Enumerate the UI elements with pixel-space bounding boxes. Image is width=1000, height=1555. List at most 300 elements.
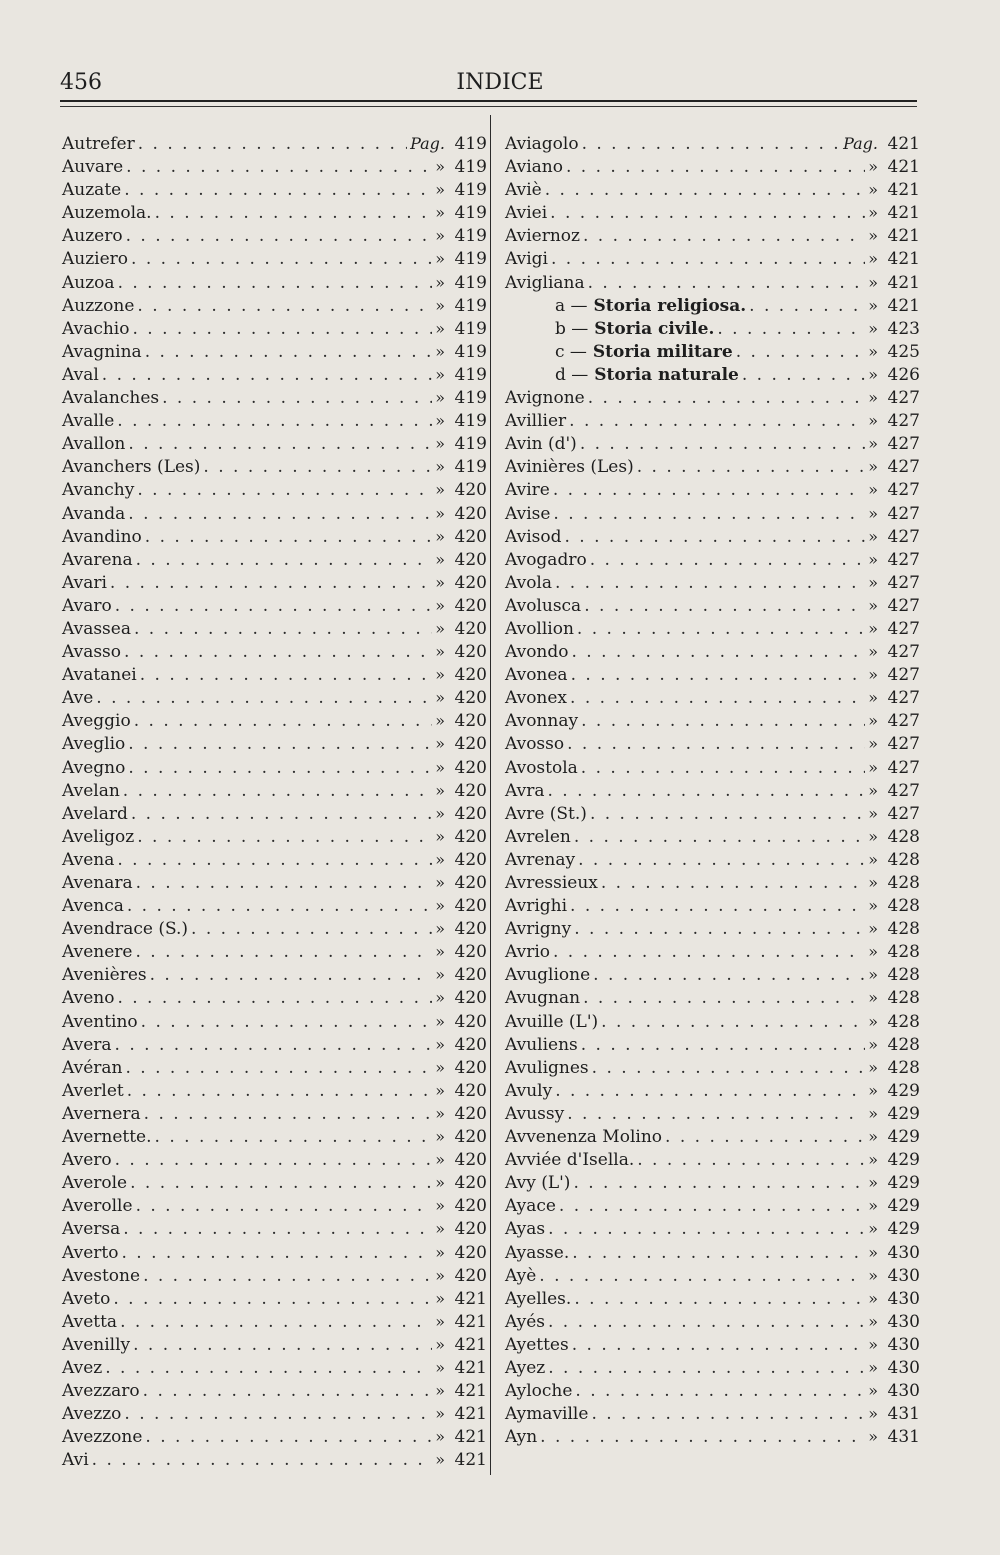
page-ref: 430 — [887, 1334, 920, 1355]
dot-leader — [581, 1035, 865, 1055]
dot-leader — [665, 1127, 865, 1147]
dot-leader — [569, 411, 865, 431]
dot-leader — [566, 157, 865, 177]
dot-leader — [126, 157, 432, 177]
page-ref: 420 — [454, 1173, 487, 1194]
index-entry — [62, 1358, 487, 1381]
dot-leader — [121, 1243, 432, 1263]
index-entry — [62, 527, 487, 550]
entry-name: Avanda — [62, 503, 126, 524]
page-ref: 419 — [454, 388, 487, 409]
ditto-mark: » — [435, 480, 445, 500]
page-ref: 421 — [454, 1288, 487, 1309]
entry-name: Avestone — [62, 1265, 141, 1286]
page-ref: 430 — [887, 1381, 920, 1402]
page-ref: 420 — [454, 1080, 487, 1101]
dot-leader — [578, 850, 865, 870]
index-entry — [505, 226, 920, 249]
page-ref: 428 — [887, 1034, 920, 1055]
ditto-mark: » — [868, 457, 878, 477]
ditto-mark: » — [435, 965, 445, 985]
index-entry — [62, 1450, 487, 1473]
page-ref: 420 — [454, 1034, 487, 1055]
entry-name: Aversa — [62, 1219, 121, 1240]
dot-leader — [134, 711, 433, 731]
dot-leader — [548, 1358, 865, 1378]
index-entry — [62, 504, 487, 527]
index-entry — [505, 619, 920, 642]
index-entry — [62, 550, 487, 573]
page-ref: 420 — [454, 1011, 487, 1032]
index-entry — [62, 804, 487, 827]
ditto-mark: » — [435, 1150, 445, 1170]
ditto-mark: » — [435, 1127, 445, 1147]
dot-leader — [117, 988, 432, 1008]
ditto-mark: » — [435, 411, 445, 431]
page-ref: 420 — [454, 780, 487, 801]
ditto-mark: » — [435, 157, 445, 177]
index-column-right — [505, 134, 920, 1450]
ditto-mark: » — [868, 503, 878, 523]
page-ref: 421 — [887, 203, 920, 224]
page-ref: 420 — [454, 757, 487, 778]
entry-name: Avussy — [505, 1103, 565, 1124]
index-entry — [62, 365, 487, 388]
entry-name: Avarena — [62, 549, 133, 570]
entry-name: Aymaville — [505, 1404, 589, 1425]
page-ref: 420 — [454, 965, 487, 986]
dot-leader — [124, 1404, 432, 1424]
index-entry — [505, 896, 920, 919]
entry-name: Avari — [62, 572, 107, 593]
dot-leader — [145, 342, 433, 362]
index-entry — [62, 896, 487, 919]
page-ref: 429 — [887, 1080, 920, 1101]
page-ref: 427 — [887, 434, 920, 455]
page-ref: 420 — [454, 942, 487, 963]
page-ref: 421 — [454, 1450, 487, 1471]
ditto-mark: » — [868, 1150, 878, 1170]
entry-name: Avise — [505, 503, 551, 524]
page-ref: 423 — [887, 318, 920, 339]
dot-leader — [572, 642, 866, 662]
entry-name: Averlet — [62, 1080, 124, 1101]
page-ref: 430 — [887, 1242, 920, 1263]
entry-name: Avena — [62, 849, 115, 870]
page-ref: 427 — [887, 480, 920, 501]
dot-leader — [555, 573, 865, 593]
dot-leader — [96, 688, 432, 708]
page-ref: 427 — [887, 734, 920, 755]
page-ref: 420 — [454, 849, 487, 870]
entry-name: Avasso — [62, 642, 122, 663]
entry-name: Avondo — [505, 642, 569, 663]
ditto-mark: » — [868, 919, 878, 939]
index-entry — [505, 919, 920, 942]
entry-name: Ayelles. — [505, 1288, 572, 1309]
page-ref: 428 — [887, 896, 920, 917]
ditto-mark: » — [868, 1011, 878, 1031]
dot-leader — [573, 1173, 865, 1193]
dot-leader — [128, 734, 432, 754]
entry-name: Avatanei — [62, 665, 137, 686]
page-ref: 427 — [887, 688, 920, 709]
entry-name: Averole — [62, 1173, 128, 1194]
dot-leader — [115, 1035, 433, 1055]
entry-name: Avachio — [62, 318, 130, 339]
entry-name: Avero — [62, 1150, 112, 1171]
page-ref: 419 — [454, 134, 487, 154]
dot-leader — [115, 596, 433, 616]
entry-name: Auzzone — [62, 295, 135, 316]
dot-leader — [124, 642, 432, 662]
page-ref: 421 — [887, 249, 920, 270]
dot-leader — [580, 434, 865, 454]
index-entry — [62, 319, 487, 342]
ditto-mark: » — [868, 965, 878, 985]
dot-leader — [124, 180, 432, 200]
entry-name: Ayè — [505, 1265, 537, 1286]
dot-leader — [145, 1427, 432, 1447]
dot-leader — [539, 1266, 865, 1286]
page-ref: 419 — [454, 341, 487, 362]
index-entry — [505, 434, 920, 457]
index-entry — [505, 1289, 920, 1312]
ditto-mark: » — [868, 1057, 878, 1077]
entry-name — [505, 319, 714, 339]
page-ref: 421 — [454, 1381, 487, 1402]
page-ref: 421 — [454, 1334, 487, 1355]
dot-leader — [126, 226, 433, 246]
index-entry — [62, 157, 487, 180]
index-entry — [505, 1358, 920, 1381]
ditto-mark: » — [868, 249, 878, 269]
page-ref: 419 — [454, 457, 487, 478]
dot-leader — [583, 988, 865, 1008]
page-ref: 419 — [454, 318, 487, 339]
page-ref: 420 — [454, 1219, 487, 1240]
dot-leader — [136, 1196, 433, 1216]
entry-name: Avrigny — [505, 919, 572, 940]
index-entry — [62, 988, 487, 1011]
page-ref: 427 — [887, 595, 920, 616]
ditto-mark: » — [868, 526, 878, 546]
page-ref: 420 — [454, 642, 487, 663]
page-ref: 427 — [887, 618, 920, 639]
ditto-mark: » — [868, 1288, 878, 1308]
dot-leader — [574, 919, 865, 939]
index-entry — [62, 273, 487, 296]
ditto-mark: » — [435, 341, 445, 361]
index-entry — [505, 480, 920, 503]
entry-name: Avrelen — [505, 826, 571, 847]
entry-name: Avy (L') — [505, 1173, 571, 1194]
page-ref: 427 — [887, 457, 920, 478]
index-entry — [62, 965, 487, 988]
index-entry — [505, 665, 920, 688]
page-ref: 428 — [887, 826, 920, 847]
index-entry — [62, 1427, 487, 1450]
entry-name: Avviée d'Isella. — [505, 1150, 635, 1171]
page-ref: 429 — [887, 1219, 920, 1240]
entry-name: Avuglione — [505, 965, 591, 986]
entry-name: Ayettes — [505, 1334, 569, 1355]
ditto-mark: » — [868, 1427, 878, 1447]
ditto-mark: » — [868, 480, 878, 500]
entry-name — [505, 296, 746, 316]
dot-leader — [125, 1058, 432, 1078]
entry-name: Avallon — [62, 434, 126, 455]
entry-name: Avressieux — [505, 873, 598, 893]
entry-name: Autrefer — [62, 134, 135, 154]
entry-name: Ayace — [505, 1196, 556, 1217]
dot-leader — [742, 365, 865, 385]
dot-leader — [584, 596, 865, 616]
dot-leader — [548, 1219, 865, 1239]
ditto-mark: » — [435, 1288, 445, 1308]
page-ref: 420 — [454, 1103, 487, 1124]
entry-name: Avalanches — [62, 388, 160, 409]
page-ref: 421 — [454, 1404, 487, 1425]
entry-name: Auvare — [62, 157, 124, 178]
index-entry — [62, 457, 487, 480]
dot-leader — [143, 1266, 432, 1286]
index-entry — [62, 1243, 487, 1266]
page-ref: 427 — [887, 411, 920, 432]
dot-leader — [117, 850, 432, 870]
entry-name: Averto — [62, 1242, 119, 1263]
entry-name: Avandino — [62, 526, 142, 547]
dot-leader — [136, 550, 433, 570]
ditto-mark: » — [868, 1034, 878, 1054]
ditto-mark: » — [868, 642, 878, 662]
entry-name: Avetta — [62, 1311, 118, 1332]
ditto-mark: » — [868, 203, 878, 223]
ditto-mark: » — [435, 919, 445, 939]
dot-leader — [540, 1427, 865, 1447]
dot-leader — [637, 457, 865, 477]
ditto-mark: » — [868, 988, 878, 1008]
entry-name: Avernera — [62, 1103, 141, 1124]
dot-leader — [134, 619, 432, 639]
entry-name: Auzoa — [62, 272, 115, 293]
entry-name: Avollion — [505, 618, 574, 639]
ditto-mark: » — [868, 1404, 878, 1424]
index-entry — [505, 1173, 920, 1196]
page-ref: 429 — [887, 1196, 920, 1217]
dot-leader — [559, 1196, 865, 1216]
entry-name: Avuille (L') — [505, 1011, 599, 1032]
page-ref: 420 — [454, 549, 487, 570]
entry-name: Avera — [62, 1034, 112, 1055]
index-entry — [505, 711, 920, 734]
page-ref: 419 — [454, 157, 487, 178]
dot-leader — [140, 665, 432, 685]
page-ref: 421 — [887, 272, 920, 293]
index-entry — [62, 1058, 487, 1081]
index-entry — [62, 827, 487, 850]
entry-title: Storia civile. — [594, 318, 715, 339]
entry-name: Aval — [62, 364, 99, 385]
ditto-mark: » — [435, 803, 445, 823]
index-entry — [62, 1127, 487, 1150]
entry-name: Aveto — [62, 1288, 111, 1309]
ditto-mark: » — [435, 1196, 445, 1216]
entry-name: Avin (d') — [505, 434, 577, 455]
ditto-mark: » — [868, 434, 878, 454]
ditto-mark: » — [868, 1127, 878, 1147]
entry-name: Ayasse. — [505, 1242, 570, 1263]
entry-name: Avigliana — [505, 272, 585, 293]
page-ref: 427 — [887, 572, 920, 593]
entry-name: Avignone — [505, 388, 585, 409]
index-subentry — [505, 296, 920, 319]
page-ref: 429 — [887, 1173, 920, 1194]
dot-leader — [132, 319, 432, 339]
entry-title: Storia militare — [592, 341, 733, 362]
dot-leader — [130, 1173, 432, 1193]
ditto-mark: » — [868, 826, 878, 846]
dot-leader — [133, 1335, 432, 1355]
entry-name: Aveno — [62, 988, 115, 1009]
page-ref: 420 — [454, 480, 487, 501]
ditto-mark: » — [435, 665, 445, 685]
column-divider — [490, 115, 491, 1475]
entry-letter: a — — [555, 295, 588, 316]
entry-name — [505, 342, 733, 362]
page-ref: 426 — [887, 364, 920, 385]
page-ref: 420 — [454, 1057, 487, 1078]
index-entry — [505, 1266, 920, 1289]
dot-leader — [553, 480, 865, 500]
page-ref: 421 — [887, 295, 920, 316]
index-entry — [62, 873, 487, 896]
ditto-mark: » — [435, 572, 445, 592]
dot-leader — [571, 665, 866, 685]
page-ref: 429 — [887, 1103, 920, 1124]
page-ref: 428 — [887, 988, 920, 1009]
ditto-mark: » — [868, 180, 878, 200]
dot-leader — [162, 388, 432, 408]
ditto-mark: » — [868, 688, 878, 708]
entry-name: Avenilly — [62, 1334, 131, 1355]
index-entry — [505, 180, 920, 203]
dot-leader — [588, 388, 865, 408]
dot-leader — [120, 1312, 432, 1332]
dot-leader — [564, 527, 865, 547]
ditto-mark: » — [435, 780, 445, 800]
entry-name: Avisod — [505, 526, 562, 547]
page-number: 456 — [60, 70, 102, 95]
ditto-mark: » — [435, 526, 445, 546]
index-entry — [505, 1243, 920, 1266]
index-entry — [505, 573, 920, 596]
dot-leader — [144, 1104, 433, 1124]
dot-leader — [590, 804, 865, 824]
entry-name: Avonex — [505, 688, 568, 709]
index-entry — [62, 1219, 487, 1242]
dot-leader — [555, 1081, 865, 1101]
ditto-mark: » — [868, 942, 878, 962]
index-entry — [62, 711, 487, 734]
dot-leader — [601, 1012, 865, 1032]
dot-leader — [131, 804, 432, 824]
ditto-mark: » — [435, 434, 445, 454]
page-ref: 420 — [454, 503, 487, 524]
page-ref: 420 — [454, 734, 487, 755]
index-entry — [505, 942, 920, 965]
dot-leader — [155, 203, 433, 223]
entry-name: Avrighi — [505, 896, 568, 917]
page-ref: 427 — [887, 503, 920, 524]
page-ref: 427 — [887, 549, 920, 570]
dot-leader — [583, 226, 865, 246]
ditto-mark: » — [868, 711, 878, 731]
entry-name: Avvenenza Molino — [505, 1127, 663, 1148]
dot-leader — [574, 827, 865, 847]
index-entry — [505, 827, 920, 850]
ditto-mark: » — [435, 618, 445, 638]
entry-name: Avigi — [505, 249, 548, 270]
ditto-mark: » — [868, 1381, 878, 1401]
page-ref: 427 — [887, 711, 920, 732]
index-entry — [505, 1150, 920, 1173]
dot-leader — [574, 1289, 865, 1309]
index-entry — [62, 781, 487, 804]
entry-name: Auzemola. — [62, 203, 152, 224]
ditto-mark: » — [868, 849, 878, 869]
page-ref: 420 — [454, 873, 487, 893]
entry-name: Aviè — [505, 180, 542, 201]
ditto-mark: » — [868, 1196, 878, 1216]
index-entry — [62, 942, 487, 965]
dot-leader — [137, 827, 432, 847]
entry-name: Avire — [505, 480, 550, 501]
entry-name: Auzate — [62, 180, 122, 201]
entry-name: Avogadro — [505, 549, 587, 570]
page-ref: 419 — [454, 226, 487, 247]
page-ref: 427 — [887, 757, 920, 778]
index-entry — [62, 734, 487, 757]
ditto-mark: » — [868, 803, 878, 823]
index-entry — [62, 1012, 487, 1035]
page-ref: 421 — [454, 1357, 487, 1378]
entry-name: Avéran — [62, 1057, 123, 1078]
dot-leader — [570, 896, 865, 916]
entry-name: Avonnay — [505, 711, 579, 732]
page-ref: 420 — [454, 1127, 487, 1148]
ditto-mark: » — [435, 1265, 445, 1285]
ditto-mark: » — [868, 780, 878, 800]
index-entry — [62, 758, 487, 781]
page-ref: 430 — [887, 1357, 920, 1378]
dot-leader — [137, 480, 432, 500]
page-ref: 431 — [887, 1427, 920, 1448]
dot-leader — [136, 873, 433, 893]
page-ref: 428 — [887, 1057, 920, 1078]
ditto-mark: » — [868, 1334, 878, 1354]
entry-name: Ave — [62, 688, 94, 709]
dot-leader — [128, 504, 432, 524]
ditto-mark: » — [868, 734, 878, 754]
page-ref: 420 — [454, 595, 487, 616]
entry-name: Avinières (Les) — [505, 457, 634, 478]
dot-leader — [581, 711, 865, 731]
entry-letter: c — — [555, 341, 587, 362]
index-entry — [505, 1081, 920, 1104]
entry-name: Aviei — [505, 203, 548, 224]
entry-name: Avezzaro — [62, 1381, 140, 1402]
